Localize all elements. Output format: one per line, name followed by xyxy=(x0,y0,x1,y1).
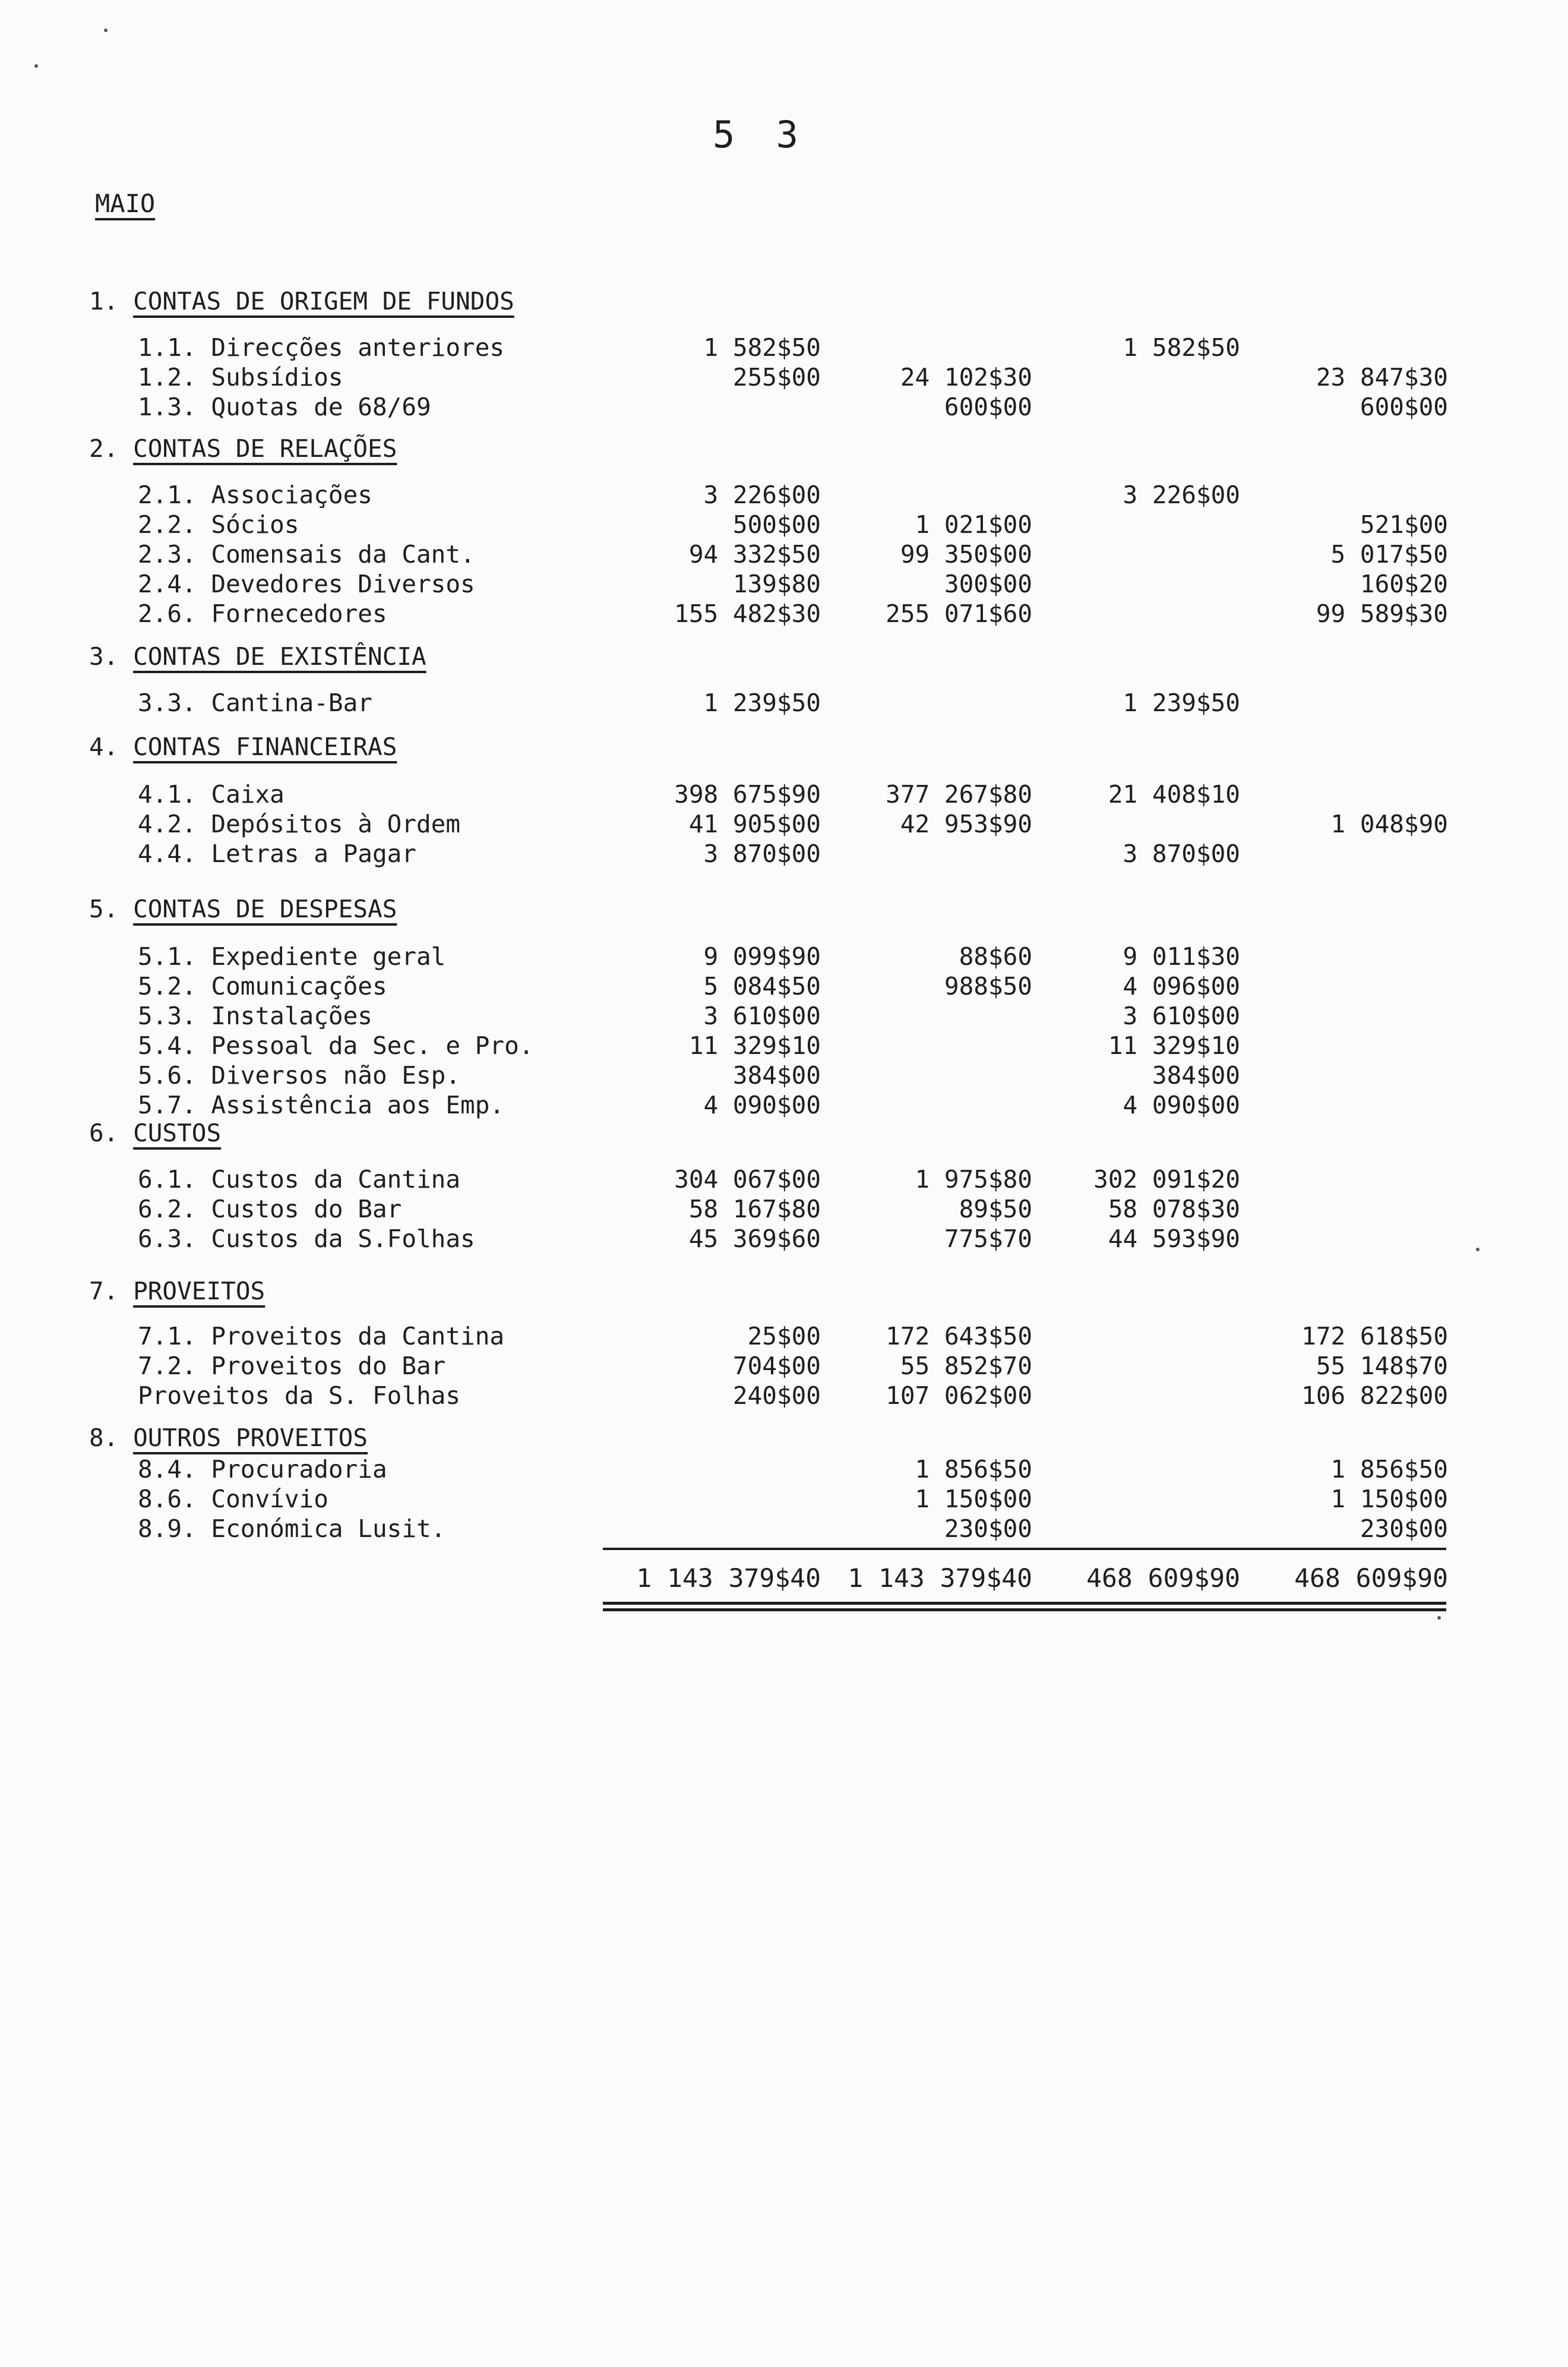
amount-c1: 3 610$00 xyxy=(703,1002,821,1030)
section-label xyxy=(89,434,397,463)
account-label: 2.2. Sócios xyxy=(138,510,299,539)
amount-c2: 1 856$50 xyxy=(915,1455,1032,1484)
account-label: 7.2. Proveitos do Bar xyxy=(138,1352,446,1380)
amount-c4: 1 150$00 xyxy=(1330,1485,1448,1513)
amount-c2: 775$70 xyxy=(944,1224,1032,1253)
account-label: 4.1. Caixa xyxy=(138,780,284,809)
ledger-row xyxy=(0,1321,1568,1351)
section-title: CONTAS FINANCEIRAS xyxy=(133,733,397,761)
section-heading xyxy=(0,434,1568,463)
amount-c3: 3 610$00 xyxy=(1123,1002,1240,1030)
ledger-row xyxy=(0,1351,1568,1381)
account-label: 4.2. Depósitos à Ordem xyxy=(138,810,461,838)
amount-c3: 4 096$00 xyxy=(1123,972,1240,1001)
account-label: 8.4. Procuradoria xyxy=(138,1455,387,1484)
ledger-row xyxy=(0,480,1568,510)
amount-c4: 521$00 xyxy=(1360,510,1448,539)
ledger-row xyxy=(0,779,1568,809)
amount-c3: 1 239$50 xyxy=(1123,689,1240,717)
page-number: 5 3 xyxy=(713,113,808,156)
amount-c4: 230$00 xyxy=(1360,1514,1448,1543)
section-label xyxy=(89,286,514,316)
ledger-row xyxy=(0,392,1568,422)
account-label: 2.1. Associações xyxy=(138,481,372,509)
section-label xyxy=(89,1276,265,1306)
section-title: CONTAS DE ORIGEM DE FUNDOS xyxy=(133,287,514,315)
ledger-row xyxy=(0,1484,1568,1514)
ledger-row xyxy=(0,971,1568,1001)
amount-c1: 5 084$50 xyxy=(703,972,821,1001)
scan-speck xyxy=(1437,1616,1441,1620)
section-number: 5. xyxy=(89,895,119,923)
ledger-row xyxy=(0,510,1568,539)
amount-c2: 230$00 xyxy=(944,1514,1032,1543)
amount-c1: 255$00 xyxy=(732,363,821,392)
ledger-row xyxy=(0,1090,1568,1120)
amount-c3: 3 226$00 xyxy=(1123,481,1240,509)
section-number: 1. xyxy=(89,287,119,315)
amount-c4: 5 017$50 xyxy=(1330,540,1448,569)
amount-c2: 600$00 xyxy=(944,393,1032,421)
amount-c1: 304 067$00 xyxy=(674,1165,821,1194)
ledger-row xyxy=(0,1514,1568,1544)
ledger-row xyxy=(0,1454,1568,1484)
amount-c1: 25$00 xyxy=(747,1322,821,1350)
amount-c2: 1 150$00 xyxy=(915,1485,1032,1513)
account-label: 2.4. Devedores Diversos xyxy=(138,570,475,598)
amount-c1: 94 332$50 xyxy=(688,540,821,569)
total-c2: 1 143 379$40 xyxy=(848,1564,1032,1593)
ledger-row xyxy=(0,688,1568,718)
amount-c4: 1 856$50 xyxy=(1330,1455,1448,1484)
account-label: 5.7. Assistência aos Emp. xyxy=(138,1091,505,1119)
amount-c2: 88$60 xyxy=(959,942,1032,971)
section-number: 7. xyxy=(89,1277,119,1305)
amount-c2: 107 062$00 xyxy=(886,1381,1032,1410)
amount-c1: 500$00 xyxy=(732,510,821,539)
amount-c2: 99 350$00 xyxy=(900,540,1032,569)
amount-c3: 11 329$10 xyxy=(1108,1031,1240,1060)
section-heading xyxy=(0,894,1568,924)
section-heading xyxy=(0,286,1568,316)
section-label xyxy=(89,1423,368,1453)
section-number: 3. xyxy=(89,642,119,671)
account-label: 6.2. Custos do Bar xyxy=(138,1195,402,1223)
amount-c1: 9 099$90 xyxy=(703,942,821,971)
amount-c1: 45 369$60 xyxy=(688,1224,821,1253)
amount-c2: 42 953$90 xyxy=(900,810,1032,838)
ledger-row xyxy=(0,1224,1568,1254)
ledger-row xyxy=(0,1381,1568,1410)
ledger-row xyxy=(0,569,1568,599)
total-c1: 1 143 379$40 xyxy=(636,1564,821,1593)
account-label: 1.2. Subsídios xyxy=(138,363,343,392)
ledger-row xyxy=(0,1164,1568,1194)
account-label: 2.3. Comensais da Cant. xyxy=(138,540,475,569)
total-c3: 468 609$90 xyxy=(1086,1564,1240,1593)
amount-c1: 139$80 xyxy=(732,570,821,598)
section-title: CUSTOS xyxy=(133,1119,222,1147)
amount-c2: 1 975$80 xyxy=(915,1165,1032,1194)
amount-c2: 988$50 xyxy=(944,972,1032,1001)
amount-c4: 1 048$90 xyxy=(1330,810,1448,838)
ledger-row xyxy=(0,599,1568,629)
totals-row xyxy=(0,1564,1568,1593)
amount-c3: 384$00 xyxy=(1152,1061,1240,1090)
section-label xyxy=(89,732,397,762)
section-heading xyxy=(0,1118,1568,1148)
amount-c2: 300$00 xyxy=(944,570,1032,598)
account-label: 5.6. Diversos não Esp. xyxy=(138,1061,461,1090)
section-number: 2. xyxy=(89,434,119,463)
section-heading xyxy=(0,642,1568,671)
amount-c4: 600$00 xyxy=(1360,393,1448,421)
scan-speck xyxy=(104,29,108,32)
account-label: 5.3. Instalações xyxy=(138,1002,372,1030)
amount-c2: 55 852$70 xyxy=(900,1352,1032,1380)
ledger-row xyxy=(0,809,1568,839)
section-title: CONTAS DE DESPESAS xyxy=(133,895,397,923)
amount-c3: 1 582$50 xyxy=(1123,333,1240,362)
amount-c4: 160$20 xyxy=(1360,570,1448,598)
section-label xyxy=(89,1118,221,1148)
account-label: 4.4. Letras a Pagar xyxy=(138,840,416,868)
section-title: PROVEITOS xyxy=(133,1277,265,1305)
ledger-row xyxy=(0,1061,1568,1090)
account-label: 2.6. Fornecedores xyxy=(138,599,387,628)
amount-c1: 704$00 xyxy=(732,1352,821,1380)
amount-c2: 377 267$80 xyxy=(886,780,1032,809)
amount-c2: 172 643$50 xyxy=(886,1322,1032,1350)
amount-c4: 172 618$50 xyxy=(1301,1322,1448,1350)
amount-c3: 302 091$20 xyxy=(1093,1165,1240,1194)
amount-c4: 55 148$70 xyxy=(1316,1352,1448,1380)
account-label: 5.4. Pessoal da Sec. e Pro. xyxy=(138,1031,534,1060)
amount-c1: 3 870$00 xyxy=(703,840,821,868)
ledger-row xyxy=(0,1031,1568,1061)
section-heading xyxy=(0,732,1568,762)
section-label xyxy=(89,642,426,671)
amount-c3: 21 408$10 xyxy=(1108,780,1240,809)
amount-c1: 384$00 xyxy=(732,1061,821,1090)
amount-c3: 44 593$90 xyxy=(1108,1224,1240,1253)
ledger-row xyxy=(0,839,1568,869)
amount-c2: 1 021$00 xyxy=(915,510,1032,539)
amount-c2: 24 102$30 xyxy=(900,363,1032,392)
section-number: 8. xyxy=(89,1424,119,1452)
amount-c3: 58 078$30 xyxy=(1108,1195,1240,1223)
ledger-row xyxy=(0,539,1568,569)
amount-c1: 41 905$00 xyxy=(688,810,821,838)
account-label: 7.1. Proveitos da Cantina xyxy=(138,1322,505,1350)
total-c4: 468 609$90 xyxy=(1294,1564,1448,1593)
amount-c3: 4 090$00 xyxy=(1123,1091,1240,1119)
double-underline xyxy=(603,1602,1446,1611)
account-label: 8.6. Convívio xyxy=(138,1485,328,1513)
amount-c1: 398 675$90 xyxy=(674,780,821,809)
amount-c1: 4 090$00 xyxy=(703,1091,821,1119)
ledger-row xyxy=(0,333,1568,362)
ledger-row xyxy=(0,942,1568,971)
ledger-row xyxy=(0,362,1568,392)
amount-c4: 106 822$00 xyxy=(1301,1381,1448,1410)
account-label: 6.3. Custos da S.Folhas xyxy=(138,1224,475,1253)
amount-c1: 155 482$30 xyxy=(674,599,821,628)
amount-c1: 1 582$50 xyxy=(703,333,821,362)
month-heading: MAIO xyxy=(95,189,156,218)
section-number: 6. xyxy=(89,1119,119,1147)
section-number: 4. xyxy=(89,733,119,761)
account-label: Proveitos da S. Folhas xyxy=(138,1381,461,1410)
section-heading xyxy=(0,1423,1568,1453)
section-title: CONTAS DE EXISTÊNCIA xyxy=(133,642,426,671)
amount-c2: 255 071$60 xyxy=(886,599,1032,628)
amount-c1: 11 329$10 xyxy=(688,1031,821,1060)
amount-c1: 3 226$00 xyxy=(703,481,821,509)
amount-c1: 58 167$80 xyxy=(688,1195,821,1223)
account-label: 6.1. Custos da Cantina xyxy=(138,1165,461,1194)
scan-speck xyxy=(1476,1248,1480,1251)
total-rule xyxy=(603,1548,1446,1550)
amount-c1: 1 239$50 xyxy=(703,689,821,717)
amount-c3: 3 870$00 xyxy=(1123,840,1240,868)
amount-c3: 9 011$30 xyxy=(1123,942,1240,971)
account-label: 1.1. Direcções anteriores xyxy=(138,333,505,362)
ledger-row xyxy=(0,1001,1568,1031)
account-label: 5.2. Comunicações xyxy=(138,972,387,1001)
section-title: OUTROS PROVEITOS xyxy=(133,1424,368,1452)
section-title: CONTAS DE RELAÇÕES xyxy=(133,434,397,463)
account-label: 1.3. Quotas de 68/69 xyxy=(138,393,431,421)
scan-speck xyxy=(34,64,38,68)
amount-c4: 23 847$30 xyxy=(1316,363,1448,392)
account-label: 8.9. Económica Lusit. xyxy=(138,1514,446,1543)
amount-c1: 240$00 xyxy=(732,1381,821,1410)
section-heading xyxy=(0,1276,1568,1306)
account-label: 3.3. Cantina-Bar xyxy=(138,689,372,717)
amount-c2: 89$50 xyxy=(959,1195,1032,1223)
account-label: 5.1. Expediente geral xyxy=(138,942,446,971)
ledger-row xyxy=(0,1194,1568,1224)
section-label xyxy=(89,894,397,924)
amount-c4: 99 589$30 xyxy=(1316,599,1448,628)
